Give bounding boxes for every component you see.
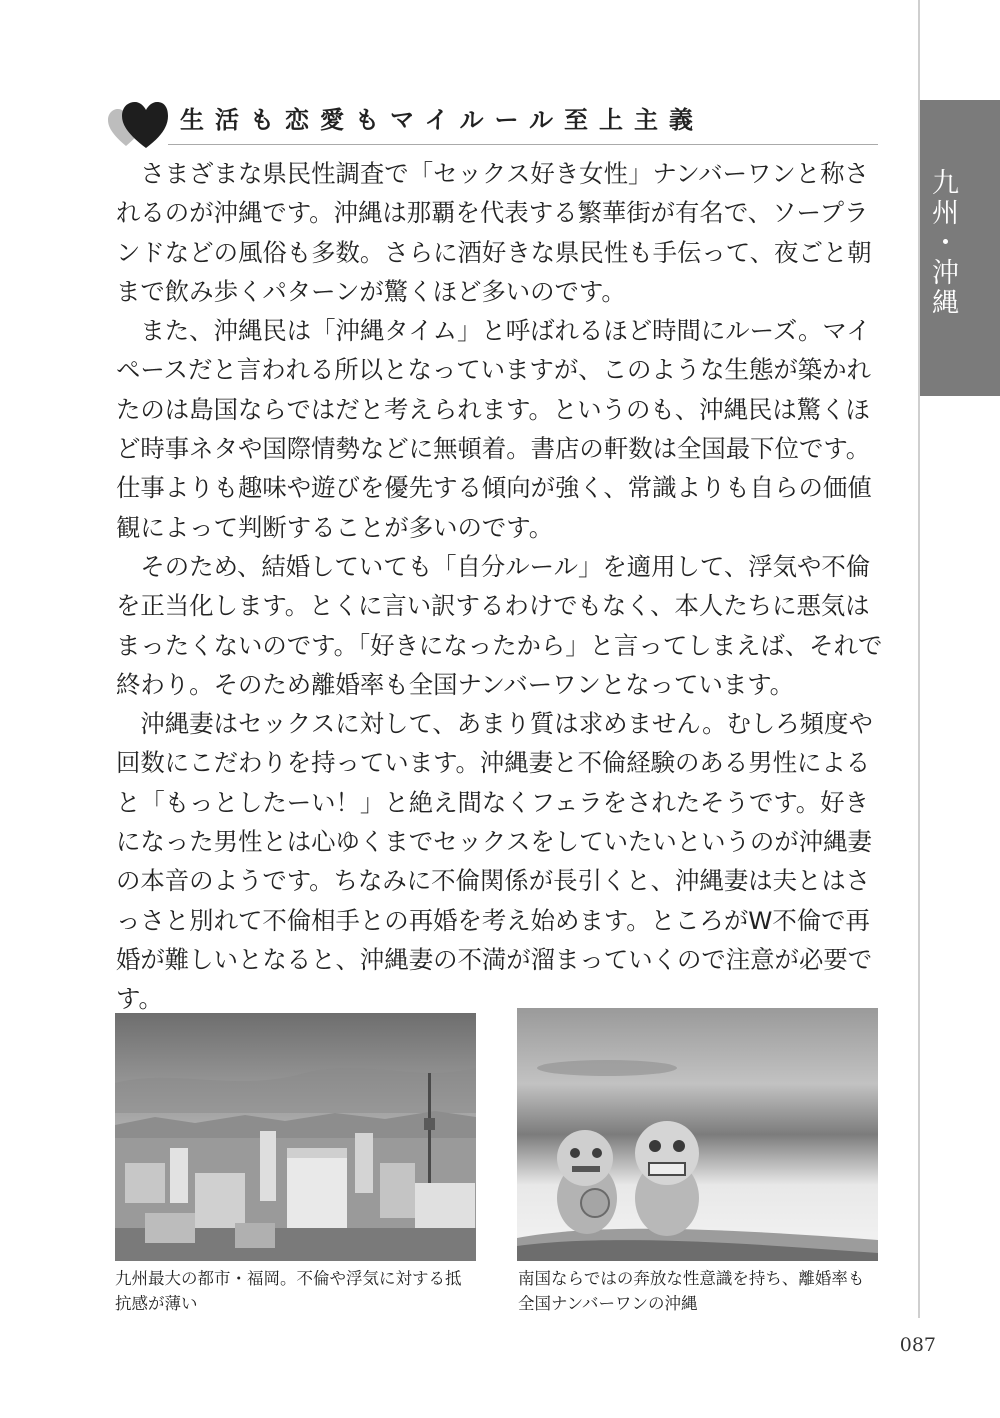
photo-caption: 九州最大の都市・福岡。不倫や浮気に対する抵抗感が薄い xyxy=(115,1269,462,1313)
section-heading xyxy=(108,96,878,152)
section-title: 生活も恋愛もマイルール至上主義 xyxy=(180,106,705,134)
heading-underline xyxy=(168,144,878,145)
paragraph: さまざまな県民性調査で「セックス好き女性」ナンバーワンと称されるのが沖縄です。沖縄は那覇を代表する繁華街が有名で、ソープランドなどの風俗も多数。さらに酒好きな県民性も手伝って、夜ごと朝まで飲み歩くパターンが驚くほど多いのです。 xyxy=(116,159,872,306)
paragraph: 沖縄妻はセックスに対して、あまり質は求めません。むしろ頻度や回数にこだわりを持っています。沖縄妻と不倫経験のある男性によると「もっとしたーい！」と絶え間なくフェラをされたそうです。好きになった男性とは心ゆくまでセックスをしていたいというのが沖縄妻の本音のようです。ちなみに不倫関係が長引くと、沖縄妻は夫とはさっさと別れて不倫相手との再婚を考え始めます。ところがW不倫で再婚が難しいとなると、沖縄妻の不満が溜まっていくので注意が必要です。 xyxy=(116,709,873,1014)
okinawa-shisa-photo xyxy=(517,1008,878,1261)
page-number: 087 xyxy=(899,1334,936,1356)
paragraph: また、沖縄民は「沖縄タイム」と呼ばれるほど時間にルーズ。マイペースだと言われる所以となっていますが、このような生態が築かれたのは島国ならではだと考えられます。というのも、沖縄民は驚くほど時事ネタや国際情勢などに無頓着。書店の軒数は全国最下位です。仕事よりも趣味や遊びを優先する傾向が強く、常識よりも自らの価値観によって判断することが多いのです。 xyxy=(116,316,872,542)
photo-caption: 南国ならではの奔放な性意識を持ち、離婚率も全国ナンバーワンの沖縄 xyxy=(518,1269,865,1313)
fukuoka-city-photo xyxy=(115,1013,476,1261)
chapter-tab-label: 九州・沖縄 xyxy=(927,168,958,318)
paragraph: そのため、結婚していても「自分ルール」を適用して、浮気や不倫を正当化します。とくに言い訳するわけでもなく、本人たちに悪気はまったくないのです。「好きになったから」と言ってしまえば、それで終わり。そのため離婚率も全国ナンバーワンとなっています。 xyxy=(116,551,883,699)
article-body xyxy=(116,154,884,1019)
two-hearts-icon xyxy=(108,100,168,150)
